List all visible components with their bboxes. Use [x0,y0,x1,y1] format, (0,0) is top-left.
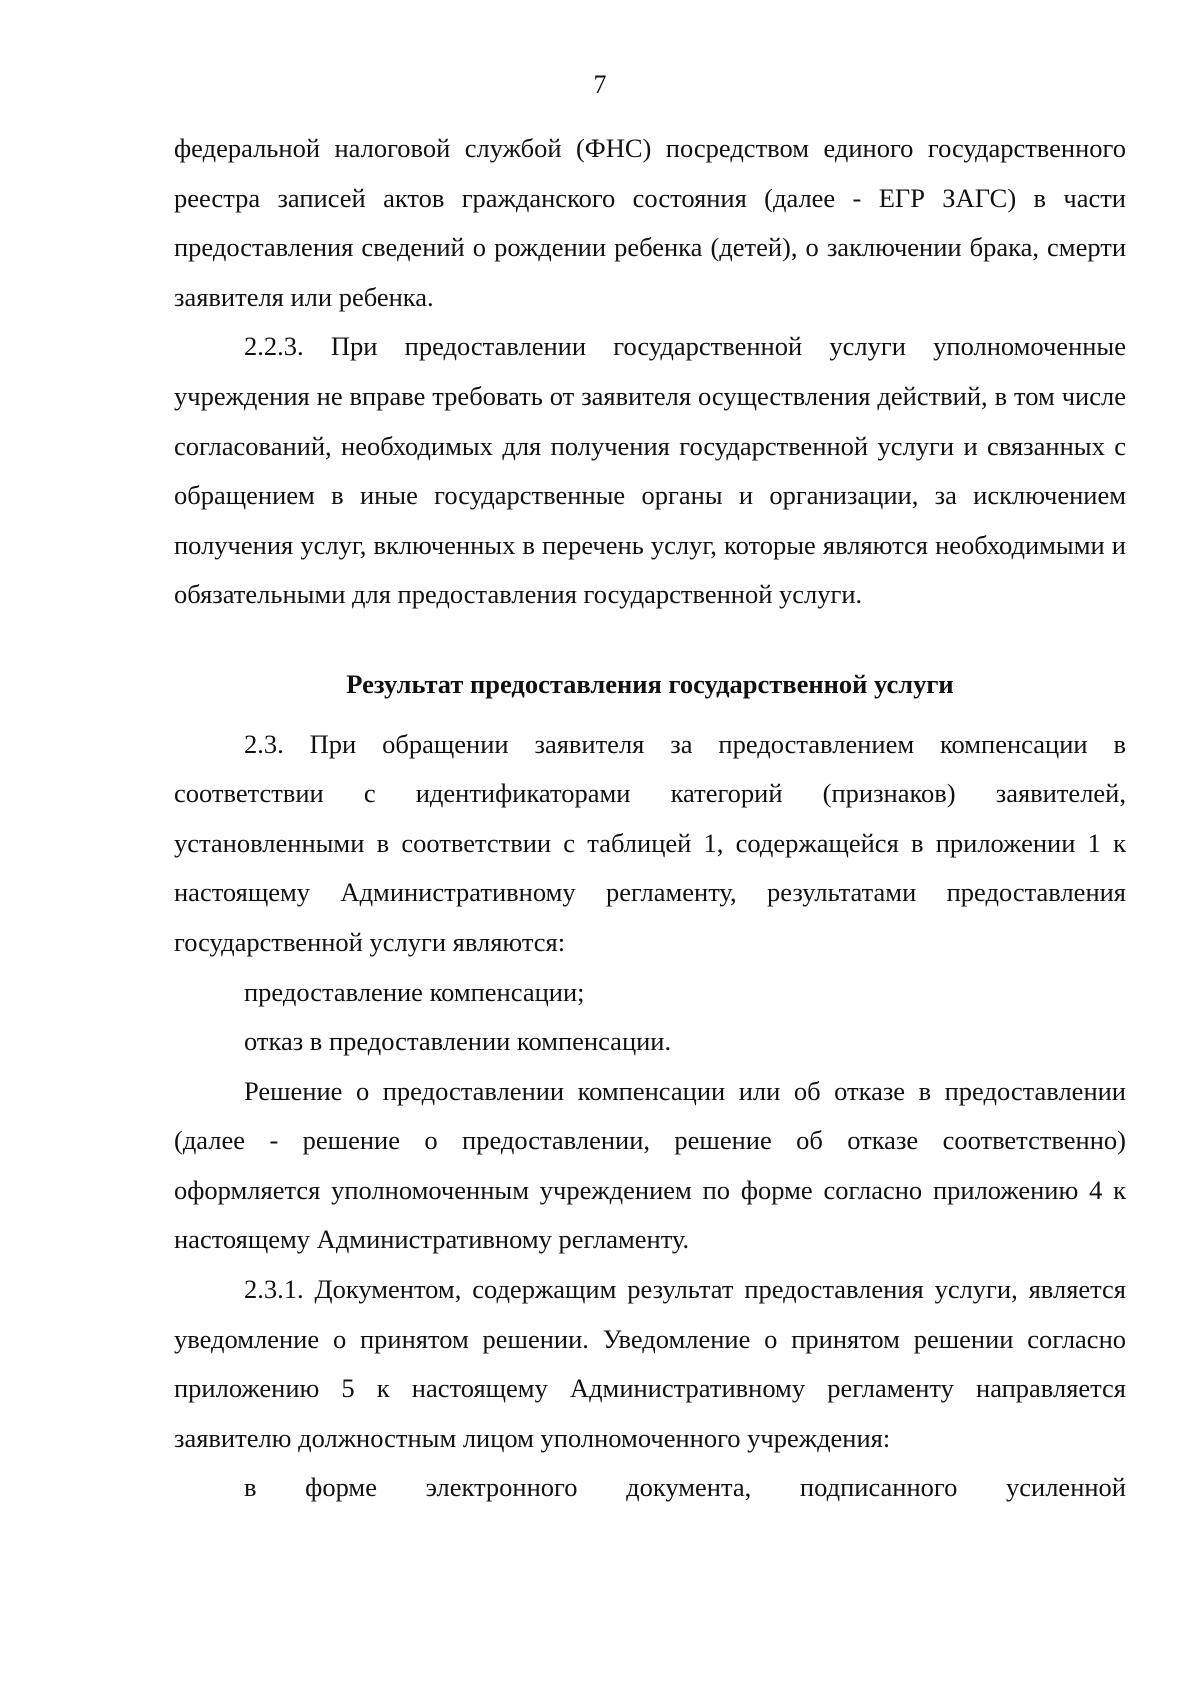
list-item-grant: предоставление компенсации; [244,976,585,1007]
document-body [174,124,1126,1513]
paragraph-electronic-form: в форме электронного документа, подписанного усиленной [244,1472,1126,1503]
paragraph-fns-continuation: федеральной налоговой службой (ФНС) посредством единого государственного реестра записей актов гражданского состояния (далее - ЕГР ЗАГС) в части предоставления сведений о рождении ребенка (детей), о заключении брака, смерти заявителя или ребенка. [174,133,1126,312]
paragraph-decision: Решение о предоставлении компенсации или об отказе в предоставлении (далее - решение о предоставлении, решение об отказе соответственно) оформляется уполномоченным учреждением по форме согласно приложению 4 к настоящему Административному регламенту. [174,1075,1126,1255]
page-number: 7 [593,70,607,99]
list-item-refusal: отказ в предоставлении компенсации. [244,1026,672,1057]
paragraph-2-3: 2.3. При обращении заявителя за предоставлением компенсации в соответствии с идентификаторами категорий (признаков) заявителей, установленными в соответствии с таблицей 1, содержащейся в приложении 1 к настоящему Административному регламенту, результатами предоставления государственной услуги являются: [174,728,1126,957]
paragraph-2-3-1: 2.3.1. Документом, содержащим результат предоставления услуги, является уведомление о принятом решении. Уведомление о принятом решении согласно приложению 5 к настоящему Административному регламенту направляется заявителю должностным лицом уполномоченного учреждения: [174,1274,1126,1453]
paragraph-2-2-3: 2.2.3. При предоставлении государственной услуги уполномоченные учреждения не вправе требовать от заявителя осуществления действий, в том числе согласований, необходимых для получения государственной услуги и связанных с обращением в иные государственные органы и организации, за исключением получения услуг, включенных в перечень услуг, которые являются необходимыми и обязательными для предоставления государственной услуги. [174,331,1126,610]
section-heading: Результат предоставления государственной услуги [346,668,954,699]
